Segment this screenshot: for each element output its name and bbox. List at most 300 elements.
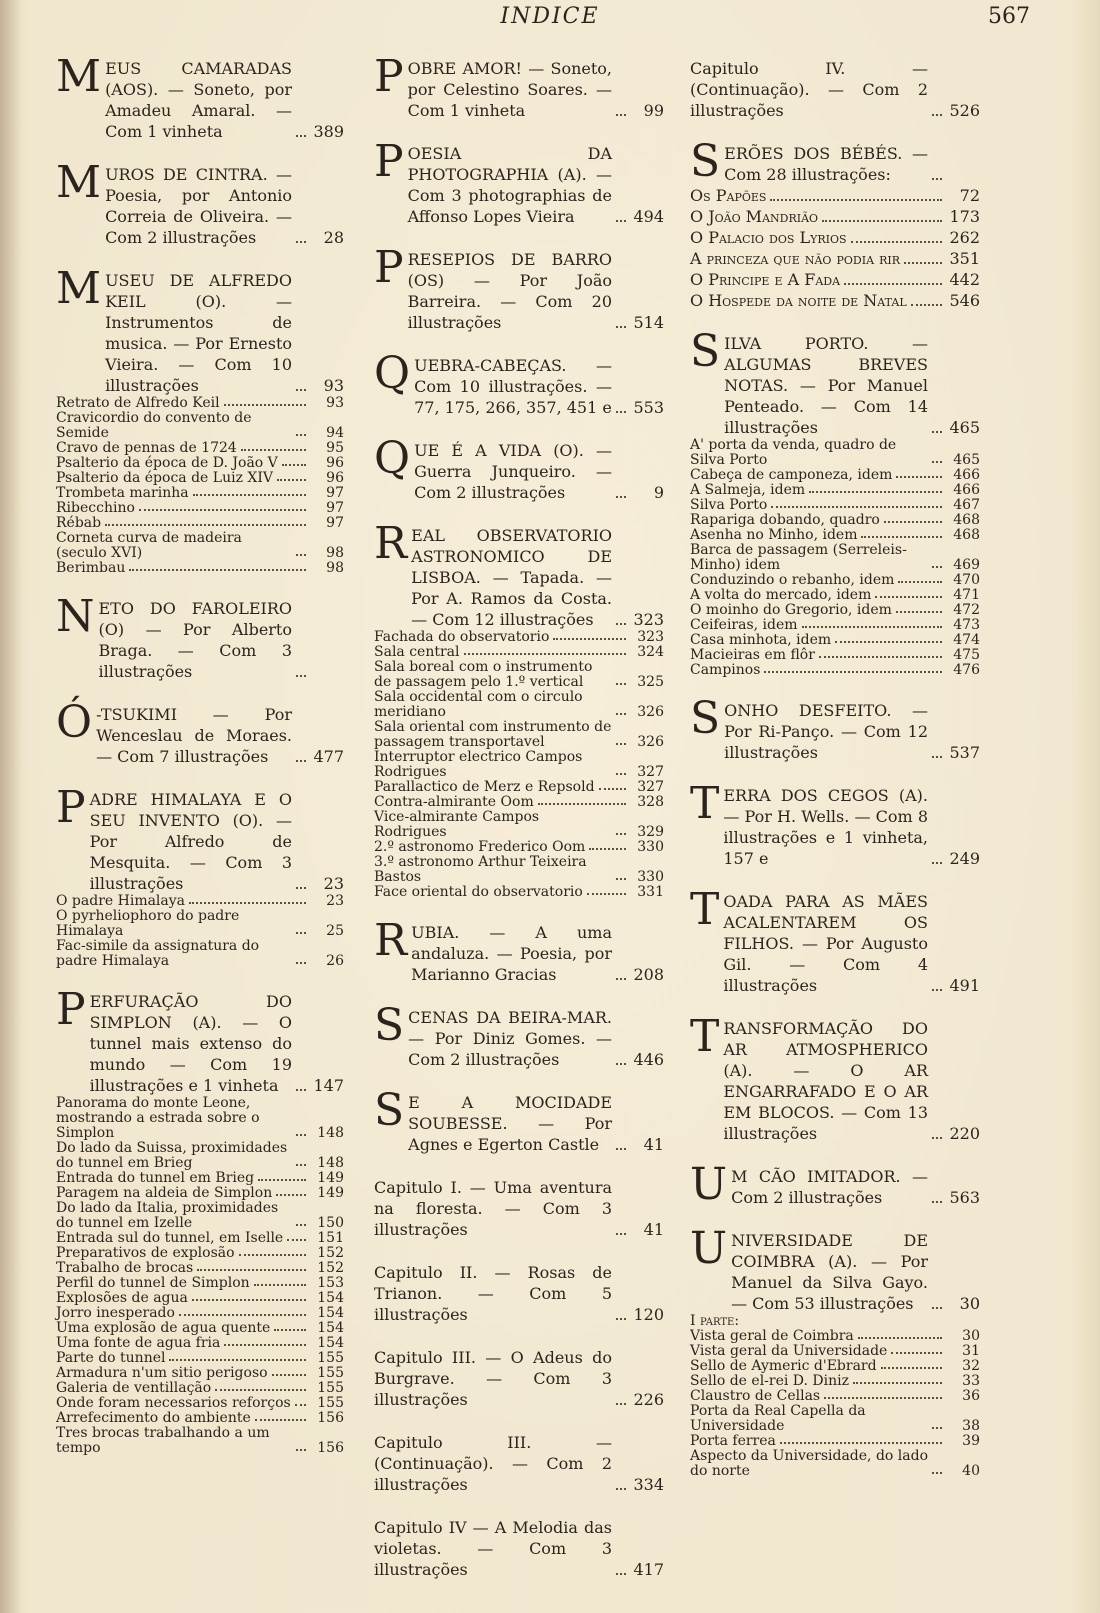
sub-entry bbox=[690, 1314, 980, 1329]
sub-entry-title: Preparativos de explosão bbox=[56, 1245, 235, 1261]
entry-title: CENAS DA BEIRA-MAR. — Por Diniz Gomes. — Com 2 illustrações bbox=[408, 1008, 612, 1069]
dot-leader bbox=[179, 1314, 306, 1316]
dot-leader bbox=[616, 713, 626, 715]
sub-entry bbox=[56, 1171, 344, 1186]
sub-entry-page-number: 468 bbox=[953, 527, 980, 543]
index-column-2 bbox=[374, 51, 664, 1602]
sub-entry-page-number: 329 bbox=[637, 824, 664, 840]
sub-entry-title: Armadura n'um sitio perigoso bbox=[56, 1365, 268, 1381]
dot-leader bbox=[932, 862, 942, 864]
sub-entry-title: Sello de el-rei D. Diniz bbox=[690, 1373, 850, 1389]
entry-page-number: 249 bbox=[949, 849, 980, 868]
entry-title: M CÃO IMITADOR. — Com 2 illustrações bbox=[731, 1167, 928, 1207]
entry-title: ETO DO FAROLEIRO (O) — Por Alberto Braga. — Com 3 illustrações bbox=[98, 599, 292, 681]
sub-entry-page-number: 39 bbox=[962, 1433, 980, 1449]
dot-leader bbox=[296, 675, 306, 677]
sub-entry-page-number: 148 bbox=[317, 1155, 344, 1171]
dot-leader bbox=[599, 788, 626, 790]
sub-entry bbox=[690, 248, 980, 269]
drop-initial: S bbox=[374, 1000, 405, 1051]
sub-entry-title: Arrefecimento do ambiente bbox=[56, 1410, 251, 1426]
page-title: INDICE bbox=[500, 4, 600, 29]
index-entry bbox=[374, 433, 664, 503]
index-entry bbox=[374, 51, 664, 121]
entry-heading bbox=[56, 51, 344, 142]
sub-entry-page-number: 33 bbox=[962, 1373, 980, 1389]
sub-entry bbox=[690, 528, 980, 543]
dot-leader bbox=[911, 304, 942, 306]
sub-entry bbox=[690, 588, 980, 603]
index-entry bbox=[56, 697, 344, 767]
index-entry bbox=[56, 157, 344, 248]
sub-entry bbox=[56, 1381, 344, 1396]
drop-initial: S bbox=[690, 693, 721, 744]
entry-page-number: 93 bbox=[323, 376, 344, 395]
entry-heading bbox=[374, 1000, 664, 1070]
sub-entry-page-number: 36 bbox=[962, 1388, 980, 1404]
index-entry bbox=[690, 693, 980, 763]
dot-leader bbox=[896, 611, 942, 613]
entry-title: Capitulo II. — Rosas de Trianon. — Com 5 illustrações bbox=[374, 1263, 612, 1324]
index-entry bbox=[690, 326, 980, 678]
entry-page-number: 537 bbox=[949, 743, 980, 762]
sub-entry bbox=[56, 396, 344, 411]
dot-leader bbox=[932, 566, 942, 568]
sub-entry-page-number: 97 bbox=[326, 515, 344, 531]
entry-page-number: 41 bbox=[643, 1135, 664, 1154]
sub-entry bbox=[56, 441, 344, 456]
index-column-1 bbox=[56, 51, 344, 1478]
dot-leader bbox=[241, 449, 306, 451]
sub-entry-page-number: 546 bbox=[949, 291, 980, 310]
index-entry bbox=[374, 1000, 664, 1070]
sub-entry-title: O Palacio dos Lyrios bbox=[690, 228, 847, 247]
entry-heading bbox=[374, 1177, 664, 1240]
dot-leader bbox=[296, 932, 306, 934]
sub-entry-page-number: 469 bbox=[953, 557, 980, 573]
dot-leader bbox=[932, 461, 942, 463]
sub-entry bbox=[690, 633, 980, 648]
sub-entry bbox=[374, 855, 664, 885]
entry-title: Capitulo I. — Uma aventura na floresta. — Com 3 illustrações bbox=[374, 1178, 612, 1239]
sub-entry-page-number: 152 bbox=[317, 1260, 344, 1276]
dot-leader bbox=[819, 656, 942, 658]
sub-entry-page-number: 155 bbox=[317, 1365, 344, 1381]
drop-initial: M bbox=[56, 157, 102, 208]
sub-entry-title: A volta do mercado, idem bbox=[690, 587, 872, 603]
entry-title: Capitulo IV — A Melodia das violetas. — Com 3 illustrações bbox=[374, 1518, 612, 1579]
dot-leader bbox=[932, 114, 942, 116]
entry-page-number: 526 bbox=[949, 101, 980, 120]
sub-entry-title: Retrato de Alfredo Keil bbox=[56, 395, 220, 411]
dot-leader bbox=[254, 1284, 306, 1286]
entry-heading bbox=[56, 782, 344, 894]
sub-entry bbox=[56, 486, 344, 501]
sub-entry-page-number: 155 bbox=[317, 1395, 344, 1411]
sub-entry bbox=[690, 1449, 980, 1479]
dot-leader bbox=[538, 803, 626, 805]
sub-entry-title: Panorama do monte Leone, mostrando a estrada sobre o Simplon bbox=[56, 1095, 260, 1141]
index-entry bbox=[374, 915, 664, 985]
sub-entry-title: Fac-simile da assignatura do padre Himalaya bbox=[56, 938, 260, 969]
entry-title: Capitulo III. — O Adeus do Burgrave. — Com 3 illustrações bbox=[374, 1348, 612, 1409]
dot-leader bbox=[197, 1269, 306, 1271]
sub-entry-page-number: 466 bbox=[953, 482, 980, 498]
entry-page-number: 491 bbox=[949, 976, 980, 995]
drop-initial: P bbox=[374, 242, 404, 293]
sub-entry bbox=[374, 840, 664, 855]
dot-leader bbox=[215, 1389, 306, 1391]
index-entry bbox=[690, 1159, 980, 1210]
dot-leader bbox=[904, 262, 942, 264]
drop-initial: M bbox=[56, 263, 102, 314]
entry-title: OESIA DA PHOTOGRAPHIA (A). — Com 3 photographias de Affonso Lopes Vieira bbox=[407, 144, 612, 226]
sub-entry bbox=[690, 185, 980, 206]
drop-initial: P bbox=[374, 136, 404, 187]
sub-entry-title: Uma explosão de agua quente bbox=[56, 1320, 271, 1336]
dot-leader bbox=[780, 1442, 942, 1444]
running-head bbox=[0, 4, 1100, 38]
sub-entry-title: Entrada do tunnel em Brieg bbox=[56, 1170, 255, 1186]
sub-entry bbox=[374, 720, 664, 750]
index-entry bbox=[56, 263, 344, 576]
sub-entry-title: Contra-almirante Oom bbox=[374, 794, 534, 810]
sub-entry bbox=[56, 501, 344, 516]
index-entry bbox=[56, 51, 344, 142]
entry-page-number: 323 bbox=[633, 610, 664, 629]
binding-shadow bbox=[0, 0, 22, 1613]
dot-leader bbox=[861, 536, 942, 538]
sub-entry bbox=[56, 1291, 344, 1306]
sub-entry bbox=[56, 561, 344, 576]
dot-leader bbox=[272, 1374, 306, 1376]
entry-title: E A MOCIDADE SOUBESSE. — Por Agnes e Egerton Castle bbox=[408, 1093, 612, 1154]
dot-leader bbox=[296, 962, 306, 964]
sub-entry-page-number: 40 bbox=[962, 1463, 980, 1479]
sub-entry-page-number: 476 bbox=[953, 662, 980, 678]
drop-initial: R bbox=[374, 518, 408, 569]
sub-entry bbox=[56, 909, 344, 939]
dot-leader bbox=[822, 220, 942, 222]
drop-initial: P bbox=[56, 782, 86, 833]
dot-leader bbox=[616, 743, 626, 745]
dot-leader bbox=[616, 773, 626, 775]
sub-entry-page-number: 149 bbox=[317, 1170, 344, 1186]
drop-initial: T bbox=[690, 1011, 720, 1062]
sub-entry-page-number: 148 bbox=[317, 1125, 344, 1141]
dot-leader bbox=[224, 1344, 306, 1346]
dot-leader bbox=[932, 1201, 942, 1203]
sub-entry-page-number: 330 bbox=[637, 869, 664, 885]
sub-entry-page-number: 154 bbox=[317, 1320, 344, 1336]
sub-entry-page-number: 98 bbox=[326, 545, 344, 561]
sub-entry-title: Cabeça de camponeza, idem bbox=[690, 467, 893, 483]
sub-entry-page-number: 38 bbox=[962, 1418, 980, 1434]
dot-leader bbox=[616, 1488, 626, 1490]
sub-entry bbox=[690, 1359, 980, 1374]
index-entry bbox=[374, 1262, 664, 1325]
entry-page-number: 147 bbox=[313, 1076, 344, 1095]
sub-entry-title: O padre Himalaya bbox=[56, 893, 186, 909]
index-entry bbox=[374, 1177, 664, 1240]
sub-entry-title: Ribecchino bbox=[56, 500, 135, 516]
sub-entry-title: Psalterio da época de D. João V bbox=[56, 455, 278, 471]
sub-entry-title: A' porta da venda, quadro de Silva Porto bbox=[690, 437, 897, 468]
sub-entry bbox=[690, 618, 980, 633]
dot-leader bbox=[616, 496, 626, 498]
sub-entry-title: Jorro inesperado bbox=[56, 1305, 175, 1321]
sub-entry-title: Sala oriental com instrumento de passagem transportavel bbox=[374, 719, 612, 750]
sub-entry-title: Cravicordio do convento de Semide bbox=[56, 410, 252, 441]
sub-entry-page-number: 151 bbox=[317, 1230, 344, 1246]
entry-heading bbox=[374, 1262, 664, 1325]
dot-leader bbox=[616, 326, 626, 328]
index-entry bbox=[374, 136, 664, 227]
dot-leader bbox=[835, 641, 942, 643]
sub-entry-page-number: 154 bbox=[317, 1290, 344, 1306]
entry-heading bbox=[690, 1159, 980, 1210]
dot-leader bbox=[282, 464, 306, 466]
dot-leader bbox=[616, 1573, 626, 1575]
entry-page-number: 226 bbox=[633, 1390, 664, 1409]
dot-leader bbox=[224, 404, 306, 406]
entry-heading bbox=[374, 1085, 664, 1155]
sub-entry bbox=[690, 648, 980, 663]
sub-entry bbox=[56, 531, 344, 561]
dot-leader bbox=[139, 509, 306, 511]
sub-entry-title: Galeria de ventillação bbox=[56, 1380, 212, 1396]
sub-entry-title: A Salmeja, idem bbox=[690, 482, 806, 498]
sub-entry-page-number: 328 bbox=[637, 794, 664, 810]
sub-entry-page-number: 326 bbox=[637, 704, 664, 720]
sub-entry-title: Psalterio da época de Luiz XIV bbox=[56, 470, 274, 486]
sub-entry-title: Onde foram necessarios reforços bbox=[56, 1395, 291, 1411]
dot-leader bbox=[616, 878, 626, 880]
drop-initial: U bbox=[690, 1223, 728, 1274]
entry-heading bbox=[56, 591, 344, 682]
sub-entry-page-number: 155 bbox=[317, 1380, 344, 1396]
sub-entry bbox=[56, 1426, 344, 1456]
entry-heading bbox=[56, 984, 344, 1096]
sub-entry-title: Porta ferrea bbox=[690, 1433, 776, 1449]
sub-entry bbox=[374, 885, 664, 900]
entry-heading bbox=[374, 1347, 664, 1410]
entry-heading bbox=[374, 915, 664, 985]
index-entry bbox=[56, 591, 344, 682]
sub-entry bbox=[56, 1231, 344, 1246]
dot-leader bbox=[932, 1427, 942, 1429]
entry-title: ILVA PORTO. — ALGUMAS BREVES NOTAS. — Por Manuel Penteado. — Com 14 illustrações bbox=[724, 334, 928, 437]
sub-entry-title: O João Mandrião bbox=[690, 207, 819, 226]
sub-entry bbox=[56, 1411, 344, 1426]
dot-leader bbox=[296, 135, 306, 137]
index-entry bbox=[374, 1432, 664, 1495]
dot-leader bbox=[169, 1359, 306, 1361]
sub-entry-title: Aspecto da Universidade, do lado do norte bbox=[690, 1448, 928, 1479]
dot-leader bbox=[875, 596, 942, 598]
drop-initial: S bbox=[690, 136, 721, 187]
sub-entry-title: Sello de Aymeric d'Ebrard bbox=[690, 1358, 877, 1374]
sub-entry bbox=[56, 1336, 344, 1351]
dot-leader bbox=[296, 760, 306, 762]
sub-entry-page-number: 154 bbox=[317, 1335, 344, 1351]
dot-leader bbox=[258, 1179, 306, 1181]
entry-heading bbox=[56, 697, 344, 767]
sub-entry-page-number: 470 bbox=[953, 572, 980, 588]
sub-entry-page-number: 324 bbox=[637, 644, 664, 660]
sub-entry-title: Sala boreal com o instrumento de passagem pelo 1.º vertical bbox=[374, 659, 593, 690]
entry-heading bbox=[690, 1011, 980, 1144]
sub-entry bbox=[690, 663, 980, 678]
sub-entry-page-number: 95 bbox=[326, 440, 344, 456]
entry-page-number: 514 bbox=[633, 313, 664, 332]
entry-page-number: 23 bbox=[323, 874, 344, 893]
entry-page-number: 553 bbox=[633, 398, 664, 417]
sub-entry-page-number: 152 bbox=[317, 1245, 344, 1261]
entry-heading bbox=[690, 884, 980, 996]
sub-entry-page-number: 96 bbox=[326, 470, 344, 486]
index-entry bbox=[690, 1223, 980, 1479]
sub-entry bbox=[690, 227, 980, 248]
dot-leader bbox=[193, 494, 306, 496]
sub-entry-title: Do lado da Suissa, proximidades do tunnel em Brieg bbox=[56, 1140, 288, 1171]
dot-leader bbox=[932, 431, 942, 433]
entry-page-number: 446 bbox=[633, 1050, 664, 1069]
sub-entry-page-number: 327 bbox=[637, 764, 664, 780]
dot-leader bbox=[616, 1063, 626, 1065]
sub-entry-title: O Principe e A Fada bbox=[690, 270, 841, 289]
dot-leader bbox=[853, 1382, 942, 1384]
sub-entry-page-number: 150 bbox=[317, 1215, 344, 1231]
sub-entry bbox=[56, 894, 344, 909]
dot-leader bbox=[616, 1403, 626, 1405]
sub-entry bbox=[690, 1404, 980, 1434]
sub-entry-page-number: 155 bbox=[317, 1350, 344, 1366]
sub-entry bbox=[690, 438, 980, 468]
entry-heading bbox=[374, 51, 664, 121]
sub-entry-page-number: 173 bbox=[949, 207, 980, 226]
sub-entry bbox=[374, 630, 664, 645]
index-entry bbox=[374, 1085, 664, 1155]
entry-page-number: 120 bbox=[633, 1305, 664, 1324]
entry-heading bbox=[690, 136, 980, 187]
entry-page-number: 41 bbox=[643, 1220, 664, 1239]
sub-entry-page-number: 149 bbox=[317, 1185, 344, 1201]
entry-page-number: 9 bbox=[653, 483, 664, 502]
entry-heading bbox=[374, 1432, 664, 1495]
sub-entry-page-number: 331 bbox=[637, 884, 664, 900]
sub-entry-page-number: 25 bbox=[326, 923, 344, 939]
sub-entry-title: Face oriental do observatorio bbox=[374, 884, 583, 900]
sub-entry-page-number: 351 bbox=[949, 249, 980, 268]
entry-heading bbox=[690, 778, 980, 869]
drop-initial: S bbox=[690, 326, 721, 377]
dot-leader bbox=[129, 569, 306, 571]
entry-heading bbox=[690, 693, 980, 763]
dot-leader bbox=[932, 1472, 942, 1474]
sub-entry bbox=[690, 269, 980, 290]
sub-entry-page-number: 156 bbox=[317, 1410, 344, 1426]
dot-leader bbox=[932, 1307, 942, 1309]
sub-entry bbox=[690, 290, 980, 311]
sub-entry bbox=[374, 810, 664, 840]
drop-initial: P bbox=[374, 51, 404, 102]
entry-title: UE É A VIDA (O). — Guerra Junqueiro. — Com 2 illustrações bbox=[414, 441, 612, 502]
sub-entry-title: Do lado da Italia, proximidades do tunnel em Izelle bbox=[56, 1200, 279, 1231]
entry-title: Capitulo III. — (Continuação). — Com 2 illustrações bbox=[374, 1433, 612, 1494]
sub-entry-title: Casa minhota, idem bbox=[690, 632, 832, 648]
dot-leader bbox=[276, 1194, 306, 1196]
entry-page-number: 220 bbox=[949, 1124, 980, 1143]
dot-leader bbox=[851, 241, 942, 243]
page-number: 567 bbox=[988, 4, 1030, 29]
entry-page-number: 465 bbox=[949, 418, 980, 437]
sub-entry bbox=[56, 471, 344, 486]
entry-title: -TSUKIMI — Por Wenceslau de Moraes. — Com 7 illustrações bbox=[96, 705, 292, 766]
sub-entry bbox=[56, 1201, 344, 1231]
dot-leader bbox=[932, 178, 942, 180]
sub-entry-title: Conduzindo o rebanho, idem bbox=[690, 572, 895, 588]
drop-initial: T bbox=[690, 778, 720, 829]
entry-title: Capitulo IV. — (Continuação). — Com 2 illustrações bbox=[690, 59, 928, 120]
entry-title: RESEPIOS DE BARRO (OS) — Por João Barreira. — Com 20 illustrações bbox=[407, 250, 612, 332]
sub-entry bbox=[374, 660, 664, 690]
sub-entry-title: Vice-almirante Campos Rodrigues bbox=[374, 809, 540, 840]
sub-entry-page-number: 98 bbox=[326, 560, 344, 576]
sub-entry-title: Ceifeiras, idem bbox=[690, 617, 798, 633]
entry-title: ERRA DOS CEGOS (A). — Por H. Wells. — Com 8 illustrações e 1 vinheta, 157 e bbox=[723, 786, 928, 868]
dot-leader bbox=[296, 1224, 306, 1226]
sub-entry-title: Corneta curva de madeira (seculo XVI) bbox=[56, 530, 242, 561]
entry-heading bbox=[690, 326, 980, 438]
index-entry bbox=[690, 778, 980, 869]
entry-page-number: 334 bbox=[633, 1475, 664, 1494]
index-entry bbox=[374, 518, 664, 900]
sub-entry bbox=[690, 603, 980, 618]
dot-leader bbox=[616, 683, 626, 685]
sub-entry-page-number: 475 bbox=[953, 647, 980, 663]
sub-entry-title: Sala central bbox=[374, 644, 460, 660]
sub-entry bbox=[690, 1434, 980, 1449]
dot-leader bbox=[589, 848, 626, 850]
dot-leader bbox=[616, 833, 626, 835]
sub-entry-page-number: 472 bbox=[953, 602, 980, 618]
sub-entry-page-number: 323 bbox=[637, 629, 664, 645]
dot-leader bbox=[296, 241, 306, 243]
sub-entry bbox=[56, 1306, 344, 1321]
sub-entry bbox=[56, 1276, 344, 1291]
sub-entry bbox=[374, 780, 664, 795]
sub-entry-title: Vista geral da Universidade bbox=[690, 1343, 888, 1359]
sub-entry-title: Paragem na aldeia de Simplon bbox=[56, 1185, 273, 1201]
sub-entry bbox=[56, 1096, 344, 1141]
drop-initial: U bbox=[690, 1159, 728, 1210]
entry-heading bbox=[690, 58, 980, 121]
sub-entry-title: Porta da Real Capella da Universidade bbox=[690, 1403, 866, 1434]
dot-leader bbox=[192, 1299, 306, 1301]
sub-entry-page-number: 97 bbox=[326, 485, 344, 501]
sub-entry-page-number: 93 bbox=[326, 395, 344, 411]
entry-heading bbox=[374, 433, 664, 503]
sub-entry-page-number: 467 bbox=[953, 497, 980, 513]
sub-entry-title: Rapariga dobando, quadro bbox=[690, 512, 880, 528]
dot-leader bbox=[277, 479, 306, 481]
entry-page-number: 28 bbox=[323, 228, 344, 247]
sub-entry bbox=[690, 543, 980, 573]
entry-title: NIVERSIDADE DE COIMBRA (A). — Por Manuel da Silva Gayo. — Com 53 illustrações bbox=[731, 1231, 928, 1313]
index-entry bbox=[56, 782, 344, 969]
entry-heading bbox=[56, 263, 344, 396]
